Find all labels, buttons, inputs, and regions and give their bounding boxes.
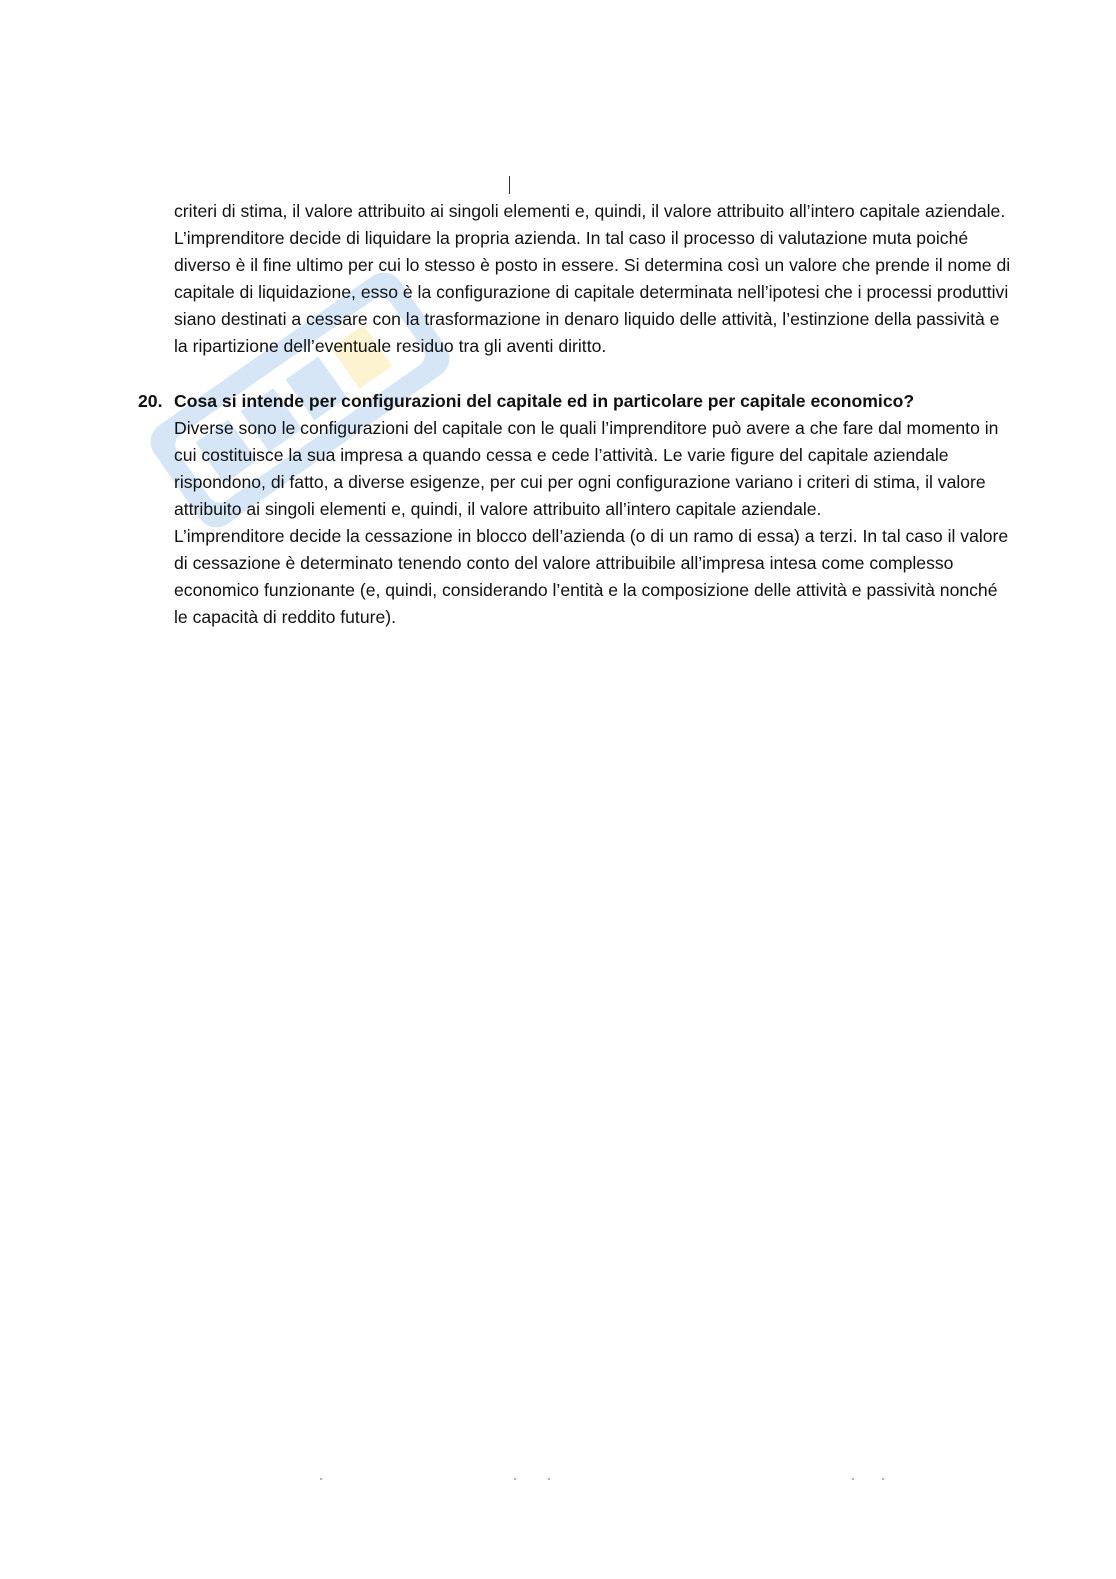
question-title: Cosa si intende per configurazioni del capitale ed in particolare per capitale economico?	[174, 390, 915, 411]
answer-paragraph-2: L’imprenditore decide la cessazione in blocco dell’azienda (o di un ramo di essa) a terzi. In tal caso il valore di cessazione è determinato tenendo conto del valore attribuibile all’impresa intesa come complesso economico funzionante (e, quindi, considerando l’entità e la composizione delle attività e passività nonché le capacità di reddito future).	[174, 526, 1009, 628]
continuation-text: criteri di stima, il valore attribuito ai singoli elementi e, quindi, il valore attribuito all’intero capitale aziendale.	[174, 201, 1006, 221]
question-20	[138, 388, 1014, 415]
footer-marks	[0, 1478, 1116, 1482]
answer-paragraph-1: Diverse sono le configurazioni del capitale con le quali l’imprenditore può avere a che fare dal momento in cui costituisce la sua impresa a quando cessa e cede l’attività. Le varie figure del capitale aziendale rispondono, di fatto, a diverse esigenze, per cui per ogni configurazione variano i criteri di stima, il valore attribuito ai singoli elementi e, quindi, il valore attribuito all’intero capitale aziendale.	[174, 417, 999, 519]
document-body	[138, 198, 1014, 631]
text-cursor	[509, 176, 510, 194]
question-number: 20.	[138, 390, 163, 411]
liquidation-paragraph: L’imprenditore decide di liquidare la propria azienda. In tal caso il processo di valutazione muta poiché diverso è il fine ultimo per cui lo stesso è posto in essere. Si determina così un valore che prende il nome di capitale di liquidazione, esso è la configurazione di capitale determinata nell’ipotesi che i processi produttivi siano destinati a cessare con la trasformazione in denaro liquido delle attività, l’estinzione della passività e la ripartizione dell’eventuale residuo tra gli aventi diritto.	[174, 228, 1011, 357]
